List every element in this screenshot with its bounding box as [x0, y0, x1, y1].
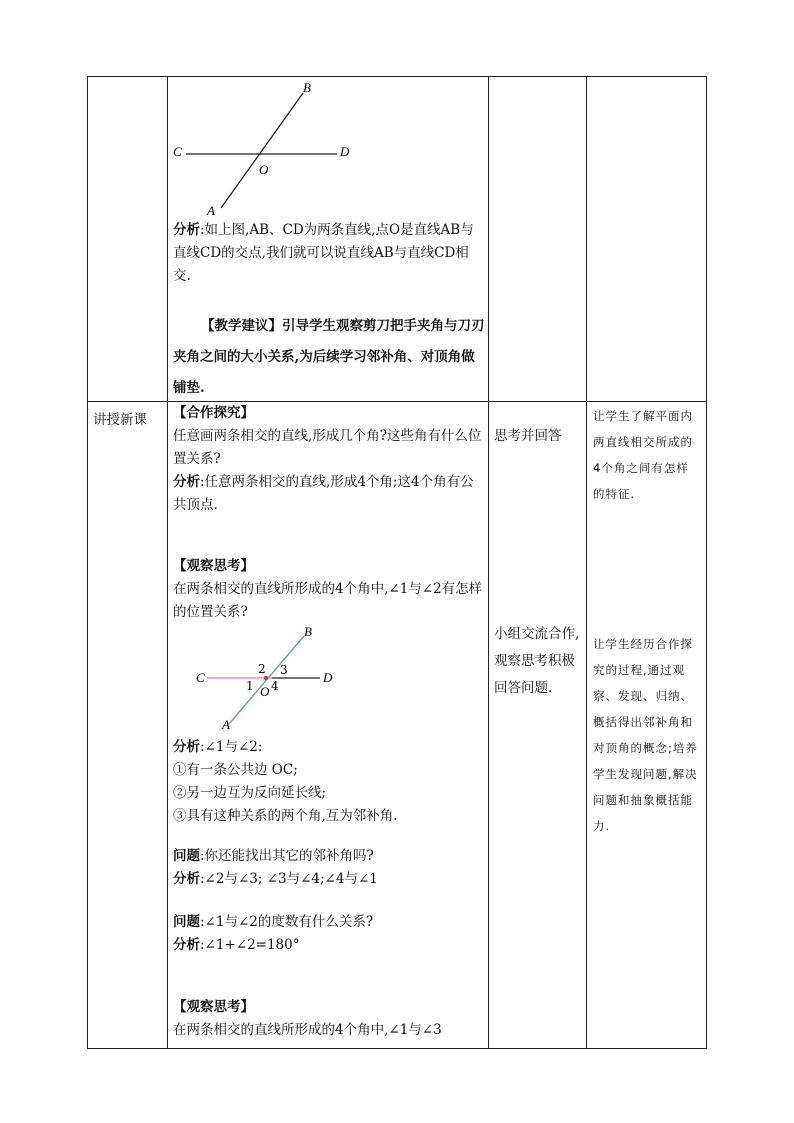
table-border-top: [87, 76, 707, 77]
analysis-text: :如上图,AB、CD为两条直线,点O是直线AB与直线CD的交点,我们就可以说直线AB与直线CD相交.: [173, 222, 474, 284]
a2-label: 分析: [173, 871, 200, 887]
point-2: ②另一边互为反向延长线;: [173, 785, 327, 801]
section3-question: 在两条相交的直线所形成的4个角中,∠1与∠3: [173, 1022, 442, 1038]
design-intent-1: 让学生了解平面内两直线相交所成的4个角之间有怎样的特征.: [593, 409, 693, 501]
teaching-suggestion: [173, 311, 485, 404]
adjacent-angles-figure: [192, 626, 352, 731]
label-c: C: [196, 670, 205, 685]
lesson-table: [87, 76, 707, 1049]
point-3: ③具有这种关系的两个角,互为邻补角.: [173, 808, 398, 824]
label-c: C: [173, 144, 182, 159]
label-b: B: [303, 80, 311, 95]
section2-analysis-label: 分析: [173, 739, 200, 755]
section1-question: 任意画两条相交的直线,形成几个角?这些角有什么位置关系?: [173, 428, 482, 467]
section2-title: 【观察思考】: [173, 558, 254, 574]
a3-text: :∠1+∠2=180°: [200, 937, 300, 953]
a2-text: :∠2与∠3; ∠3与∠4;∠4与∠1: [200, 871, 378, 887]
label-d: D: [323, 670, 333, 685]
column-divider-2: [488, 76, 489, 1049]
q3-label: 问题: [173, 914, 200, 930]
column-divider-3: [586, 76, 587, 1049]
label-a: A: [222, 717, 230, 731]
label-o: O: [259, 162, 269, 177]
point-1: ①有一条公共边 OC;: [173, 762, 298, 778]
label-b: B: [304, 626, 312, 639]
section1-analysis-text: :任意两条相交的直线,形成4个角;这4个角有公共顶点.: [173, 474, 474, 513]
section3-title: 【观察思考】: [173, 999, 254, 1015]
q3-text: :∠1与∠2的度数有什么关系?: [200, 914, 374, 930]
cooperative-explore: [173, 402, 485, 517]
observe-think-1: [173, 555, 485, 624]
question-2: [173, 845, 485, 891]
student-activity-1: 思考并回答: [494, 428, 562, 444]
table-border-left: [87, 76, 88, 1049]
a3-label: 分析: [173, 937, 200, 953]
intersection-point: [264, 676, 268, 680]
table-border-bottom: [87, 1048, 707, 1049]
angle-1-label: 2: [258, 662, 266, 676]
label-a: A: [207, 203, 215, 218]
question-3: [173, 911, 485, 957]
section1-title: 【合作探究】: [173, 405, 254, 421]
suggestion-text: 引导学生观察剪刀把手夹角与刀刃夹角之间的大小关系,为后续学习邻补角、对顶角做铺垫.: [173, 318, 485, 396]
intersecting-lines-figure: [171, 78, 371, 218]
design-intent-2: 让学生经历合作探究的过程,通过观察、发现、归纳、概括得出邻补角和对顶角的概念;培养学生发现问题,解决问题和抽象概括能力.: [593, 637, 698, 833]
section2-analysis-head: :∠1与∠2:: [200, 739, 263, 755]
label-d: D: [340, 144, 350, 159]
suggestion-title: 【教学建议】: [201, 318, 282, 334]
stage-label: 讲授新课: [93, 412, 147, 428]
label-o: O: [260, 684, 270, 699]
student-activity-2: 小组交流合作,观察思考积极回答问题.: [494, 626, 580, 696]
angle-3-label: 3: [280, 663, 288, 677]
observe-think-2: [173, 996, 485, 1042]
observe-analysis: [173, 736, 485, 828]
section1-analysis-label: 分析: [173, 474, 200, 490]
table-border-right: [706, 76, 707, 1049]
q2-label: 问题: [173, 848, 200, 864]
intro-analysis: [173, 219, 483, 288]
q2-text: :你还能找出其它的邻补角吗?: [200, 848, 374, 864]
angle-1b-label: 1: [246, 679, 254, 693]
angle-4-label: 4: [271, 679, 279, 693]
section2-question: 在两条相交的直线所形成的4个角中,∠1与∠2有怎样的位置关系?: [173, 581, 483, 620]
line-ab: [221, 93, 303, 208]
analysis-label: 分析: [173, 222, 200, 238]
column-divider-1: [167, 76, 168, 1049]
